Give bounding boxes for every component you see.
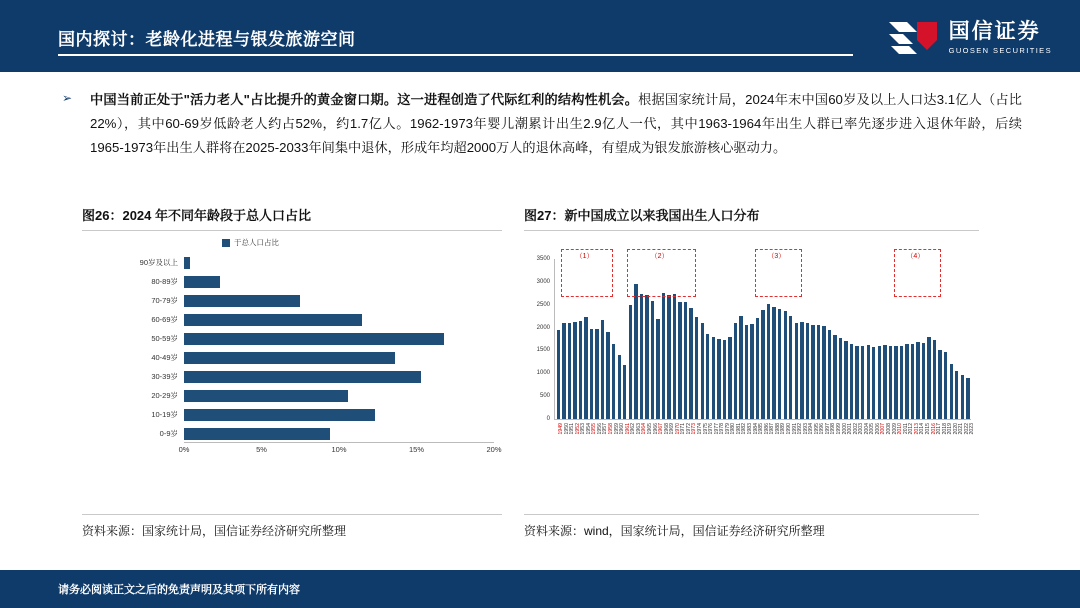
x-tick-label: 1982 bbox=[741, 423, 748, 435]
bar-row bbox=[82, 291, 494, 310]
chart-left-legend bbox=[222, 237, 279, 248]
bar-segment bbox=[601, 320, 604, 419]
bar-segment bbox=[850, 344, 853, 419]
bar-segment bbox=[623, 365, 626, 419]
x-tick-label: 1992 bbox=[797, 423, 804, 435]
bar-segment bbox=[822, 326, 825, 419]
bar-segment bbox=[855, 346, 858, 419]
bar-segment bbox=[595, 329, 598, 420]
bar-track bbox=[184, 291, 494, 310]
x-tick-label: 1996 bbox=[819, 423, 826, 435]
x-tick-label: 2018 bbox=[941, 423, 948, 435]
x-tick-label: 2000 bbox=[841, 423, 848, 435]
x-tick-label: 1997 bbox=[824, 423, 831, 435]
y-tick-label: 500 bbox=[539, 393, 550, 400]
x-tick-label: 2003 bbox=[858, 423, 865, 435]
bar-segment bbox=[557, 330, 560, 419]
x-tick-label: 2009 bbox=[891, 423, 898, 435]
x-tick-label: 2015 bbox=[924, 423, 931, 435]
bullet-rest: 根据国家统计局，2024年末中国60岁及以上人口达3.1亿人（占比22%），其中60-69岁低龄老人约占52%，约1.7亿人。1962-1973年婴儿潮累计出生2.9亿人一代，其中1963-1964年出生人群已率先逐步进入退休年龄，后续1965-1973年出生人群将在2025-2033年间集中退休，形成年均超2000万人的退休高峰，有望成为银发旅游核心驱动力。 bbox=[90, 92, 1022, 155]
slide-footer bbox=[0, 570, 1080, 608]
bar-track bbox=[184, 405, 494, 424]
header-divider bbox=[58, 54, 853, 56]
x-tick-label: 2006 bbox=[874, 423, 881, 435]
bar-segment bbox=[645, 295, 648, 419]
x-tick-label: 1983 bbox=[747, 423, 754, 435]
bar-segment bbox=[778, 309, 781, 419]
x-tick-label: 1960 bbox=[619, 423, 626, 435]
page-title: 国内探讨：老龄化进程与银发旅游空间 bbox=[58, 30, 356, 49]
bar-category-label: 10-19岁 bbox=[151, 410, 178, 419]
bar-segment bbox=[938, 350, 941, 419]
bar-row bbox=[82, 367, 494, 386]
bar-segment bbox=[184, 371, 421, 383]
bar-segment bbox=[606, 332, 609, 419]
bar-segment bbox=[629, 305, 632, 419]
bar-row bbox=[82, 348, 494, 367]
bar-segment bbox=[828, 330, 831, 419]
x-tick-label: 1963 bbox=[635, 423, 642, 435]
bar-segment bbox=[817, 325, 820, 419]
bar-segment bbox=[562, 323, 565, 419]
x-tick-label: 1975 bbox=[702, 423, 709, 435]
y-tick-label: 3500 bbox=[536, 256, 550, 262]
bullet-text bbox=[90, 88, 1022, 160]
bar-segment bbox=[579, 321, 582, 419]
y-tick-label: 2000 bbox=[536, 324, 550, 331]
y-tick-label: 3000 bbox=[536, 278, 550, 285]
bar-segment bbox=[894, 346, 897, 419]
x-tick-label: 1987 bbox=[769, 423, 776, 435]
footer-text: 请务必阅读正文之后的免责声明及其项下所有内容 bbox=[58, 584, 300, 596]
bar-segment bbox=[701, 323, 704, 419]
x-tick-label: 1964 bbox=[641, 423, 648, 435]
chart-left-divider bbox=[82, 230, 502, 231]
chart-right-divider bbox=[524, 230, 979, 231]
x-tick-label: 1986 bbox=[763, 423, 770, 435]
x-tick-label: 2023 bbox=[969, 423, 976, 435]
bar-segment bbox=[184, 314, 362, 326]
x-tick-label: 1961 bbox=[624, 423, 631, 435]
annotation-label: （2） bbox=[650, 253, 669, 260]
vertical-bar-chart bbox=[524, 235, 979, 485]
x-tick-label: 1950 bbox=[563, 423, 570, 435]
x-tick-label: 1973 bbox=[691, 423, 698, 435]
x-tick-label: 1959 bbox=[613, 423, 620, 435]
x-tick-label: 1984 bbox=[752, 423, 759, 435]
bar-segment bbox=[767, 304, 770, 419]
x-tick-label: 1985 bbox=[758, 423, 765, 435]
bar-segment bbox=[695, 317, 698, 419]
body-bullet bbox=[62, 88, 1022, 160]
x-tick-label: 2004 bbox=[863, 423, 870, 435]
chart-left-source: 资料来源：国家统计局，国信证券经济研究所整理 bbox=[82, 514, 502, 539]
chart-left-x-ticks bbox=[178, 445, 502, 459]
chart-left-x-axis bbox=[184, 442, 494, 443]
bar-segment bbox=[184, 257, 190, 269]
x-tick-label: 1957 bbox=[602, 423, 609, 435]
bar-segment bbox=[833, 335, 836, 419]
x-tick-label: 20% bbox=[486, 445, 502, 454]
bar-segment bbox=[878, 346, 881, 419]
bar-segment bbox=[911, 344, 914, 419]
x-tick-label: 1951 bbox=[569, 423, 576, 435]
x-tick-label: 1999 bbox=[836, 423, 842, 435]
x-tick-label: 2022 bbox=[963, 423, 970, 435]
x-tick-label: 2016 bbox=[930, 423, 937, 435]
bar-track bbox=[184, 253, 494, 272]
bar-segment bbox=[634, 284, 637, 419]
x-tick-label: 1971 bbox=[680, 423, 687, 435]
bar-segment bbox=[900, 346, 903, 419]
bar-segment bbox=[844, 341, 847, 419]
x-tick-label: 2020 bbox=[952, 423, 959, 435]
horizontal-bar-rows bbox=[82, 253, 494, 443]
bar-segment bbox=[728, 337, 731, 419]
bar-segment bbox=[640, 294, 643, 419]
x-tick-label: 1981 bbox=[735, 423, 742, 435]
bar-segment bbox=[678, 302, 681, 419]
chart-panel-right bbox=[524, 205, 979, 538]
bar-segment bbox=[933, 340, 936, 419]
bullet-lead: 中国当前正处于"活力老人"占比提升的黄金窗口期。这一进程创造了代际红利的结构性机会。 bbox=[90, 92, 639, 107]
x-tick-label: 1994 bbox=[808, 423, 815, 435]
bar-segment bbox=[927, 337, 930, 419]
bar-segment bbox=[706, 334, 709, 419]
bar-segment bbox=[739, 316, 742, 419]
bar-track bbox=[184, 272, 494, 291]
x-tick-label: 1958 bbox=[608, 423, 615, 435]
bar-track bbox=[184, 424, 494, 443]
y-tick-label: 0 bbox=[546, 416, 550, 422]
bar-segment bbox=[184, 352, 395, 364]
bar-segment bbox=[667, 295, 670, 419]
bar-row bbox=[82, 253, 494, 272]
x-tick-label: 1965 bbox=[646, 423, 653, 435]
x-tick-label: 2007 bbox=[880, 423, 887, 435]
bar-segment bbox=[750, 324, 753, 419]
chart-right-title: 图27：新中国成立以来我国出生人口分布 bbox=[524, 208, 760, 223]
x-tick-label: 1968 bbox=[663, 423, 670, 435]
bar-segment bbox=[184, 409, 375, 421]
x-tick-label: 1998 bbox=[830, 423, 837, 435]
bar-segment bbox=[684, 302, 687, 419]
x-tick-label: 1972 bbox=[685, 423, 692, 435]
x-tick-label: 2001 bbox=[847, 423, 854, 435]
bar-segment bbox=[612, 344, 615, 419]
bar-category-label: 70-79岁 bbox=[151, 296, 178, 305]
slide-header bbox=[0, 0, 1080, 72]
bar-segment bbox=[656, 319, 659, 419]
bar-segment bbox=[861, 346, 864, 419]
bar-category-label: 20-29岁 bbox=[151, 391, 178, 400]
bar-category-label: 80-89岁 bbox=[151, 277, 178, 286]
bar-segment bbox=[944, 352, 947, 419]
bar-row bbox=[82, 386, 494, 405]
bar-segment bbox=[573, 322, 576, 419]
x-tick-label: 2013 bbox=[913, 423, 920, 435]
x-tick-label: 2005 bbox=[869, 423, 876, 435]
x-tick-label: 1955 bbox=[591, 423, 598, 435]
x-tick-label: 1978 bbox=[719, 423, 726, 435]
bar-row bbox=[82, 405, 494, 424]
x-tick-label: 1966 bbox=[652, 423, 659, 435]
bar-segment bbox=[839, 338, 842, 419]
legend-swatch bbox=[222, 239, 230, 247]
annotation-label: （4） bbox=[906, 253, 925, 260]
bar-segment bbox=[723, 340, 726, 419]
x-tick-label: 10% bbox=[331, 445, 347, 454]
bar-category-label: 50-59岁 bbox=[151, 334, 178, 343]
x-tick-label: 1979 bbox=[724, 423, 731, 435]
logo-text-en: GUOSEN SECURITIES bbox=[948, 46, 1052, 55]
bar-segment bbox=[184, 276, 220, 288]
bar-segment bbox=[966, 378, 969, 419]
bar-segment bbox=[651, 301, 654, 419]
bar-segment bbox=[789, 316, 792, 419]
bar-segment bbox=[806, 323, 809, 419]
bar-segment bbox=[184, 428, 330, 440]
bar-category-label: 40-49岁 bbox=[151, 353, 178, 362]
logo-mark-icon bbox=[887, 18, 939, 58]
x-tick-label: 2002 bbox=[852, 423, 859, 435]
x-tick-label: 1990 bbox=[785, 423, 792, 435]
x-tick-label: 1962 bbox=[630, 423, 637, 435]
x-tick-label: 2010 bbox=[897, 423, 904, 435]
x-tick-label: 0% bbox=[178, 445, 190, 454]
y-tick-label: 2500 bbox=[536, 301, 550, 308]
bar-segment bbox=[761, 310, 764, 419]
x-tick-label: 1949 bbox=[558, 423, 564, 435]
x-tick-label: 2008 bbox=[886, 423, 893, 435]
x-tick-label: 1980 bbox=[730, 423, 737, 435]
chart-panel-left bbox=[82, 205, 502, 538]
bar-segment bbox=[905, 344, 908, 419]
brand-logo bbox=[887, 16, 1052, 60]
bar-segment bbox=[184, 390, 348, 402]
bar-segment bbox=[800, 322, 803, 419]
x-tick-label: 1967 bbox=[658, 423, 665, 435]
x-tick-label: 1993 bbox=[802, 423, 809, 435]
bar-segment bbox=[618, 355, 621, 419]
bar-segment bbox=[955, 371, 958, 419]
bar-track bbox=[184, 329, 494, 348]
x-tick-label: 1952 bbox=[574, 423, 581, 435]
bar-row bbox=[82, 272, 494, 291]
chart-left-title: 图26：2024 年不同年龄段于总人口占比 bbox=[82, 208, 311, 223]
bar-category-label: 60-69岁 bbox=[151, 315, 178, 324]
x-tick-label: 15% bbox=[408, 445, 425, 454]
bar-segment bbox=[772, 307, 775, 419]
y-tick-label: 1500 bbox=[536, 347, 550, 354]
bar-segment bbox=[784, 311, 787, 419]
bar-segment bbox=[712, 337, 715, 419]
x-tick-label: 1956 bbox=[596, 423, 603, 435]
x-tick-label: 1970 bbox=[674, 423, 681, 435]
bar-segment bbox=[922, 343, 925, 419]
bar-segment bbox=[889, 346, 892, 419]
annotation-label: （1） bbox=[575, 253, 594, 260]
horizontal-bar-chart bbox=[82, 237, 502, 469]
bar-segment bbox=[950, 364, 953, 419]
bar-segment bbox=[662, 293, 665, 419]
bar-segment bbox=[811, 325, 814, 419]
legend-label: 于总人口占比 bbox=[234, 238, 279, 247]
bar-track bbox=[184, 367, 494, 386]
x-tick-label: 2019 bbox=[947, 423, 954, 435]
x-tick-label: 1977 bbox=[713, 423, 720, 435]
bar-track bbox=[184, 386, 494, 405]
bar-segment bbox=[734, 323, 737, 419]
chart-right-x-ticks bbox=[555, 421, 976, 481]
x-tick-label: 1976 bbox=[708, 423, 715, 435]
bar-segment bbox=[867, 345, 870, 419]
bar-segment bbox=[673, 294, 676, 419]
bar-segment bbox=[184, 333, 444, 345]
bar-category-label: 0-9岁 bbox=[159, 429, 178, 438]
bar-category-label: 90岁及以上 bbox=[139, 258, 178, 267]
x-tick-label: 2021 bbox=[958, 423, 965, 435]
x-tick-label: 1995 bbox=[813, 423, 820, 435]
x-tick-label: 1969 bbox=[669, 423, 676, 435]
bar-row bbox=[82, 329, 494, 348]
bar-segment bbox=[961, 375, 964, 419]
x-tick-label: 1953 bbox=[580, 423, 587, 435]
bar-segment bbox=[689, 308, 692, 419]
bar-category-label: 30-39岁 bbox=[151, 372, 178, 381]
chart-right-source: 资料来源：wind，国家统计局，国信证券经济研究所整理 bbox=[524, 514, 979, 539]
bar-segment bbox=[584, 317, 587, 419]
annotation-label: （3） bbox=[767, 253, 786, 260]
x-tick-label: 2017 bbox=[936, 423, 943, 435]
bar-row bbox=[82, 424, 494, 443]
x-tick-label: 2011 bbox=[902, 423, 909, 435]
bar-segment bbox=[717, 339, 720, 419]
bar-segment bbox=[745, 325, 748, 419]
logo-text-cn: 国信证券 bbox=[948, 20, 1041, 43]
x-tick-label: 5% bbox=[256, 445, 267, 454]
bar-segment bbox=[883, 345, 886, 419]
bar-segment bbox=[872, 347, 875, 419]
bar-segment bbox=[184, 295, 300, 307]
bullet-arrow-icon: ➢ bbox=[62, 91, 73, 105]
bar-segment bbox=[916, 342, 919, 419]
x-tick-label: 1988 bbox=[774, 423, 781, 435]
x-tick-label: 1974 bbox=[697, 423, 703, 435]
bar-track bbox=[184, 310, 494, 329]
bar-track bbox=[184, 348, 494, 367]
x-tick-label: 2012 bbox=[908, 423, 915, 435]
x-tick-label: 2014 bbox=[919, 423, 926, 435]
x-tick-label: 1954 bbox=[585, 423, 592, 435]
y-tick-label: 1000 bbox=[536, 370, 550, 377]
bar-row bbox=[82, 310, 494, 329]
bar-segment bbox=[795, 323, 798, 419]
bar-segment bbox=[590, 329, 593, 420]
x-tick-label: 1991 bbox=[791, 423, 798, 435]
chart-right-y-ticks bbox=[524, 256, 552, 422]
x-tick-label: 1989 bbox=[780, 423, 787, 435]
bar-segment bbox=[756, 318, 759, 419]
bar-segment bbox=[568, 323, 571, 419]
